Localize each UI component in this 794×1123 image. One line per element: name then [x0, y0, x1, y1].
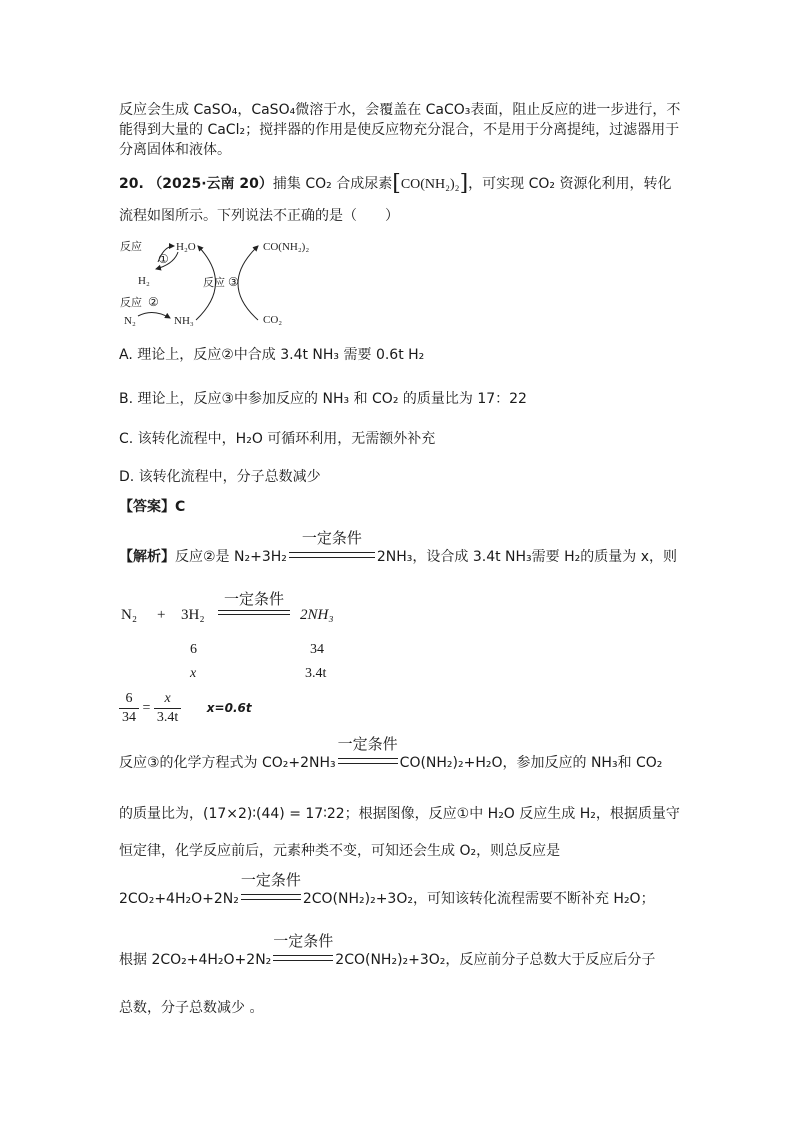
h2o-label: H₂O [176, 241, 196, 253]
fraction-1-den: 34 [122, 710, 136, 725]
urea-label: CO(NH₂)₂ [263, 241, 310, 253]
n2-label: N₂ [124, 315, 136, 327]
right-bracket: ] [459, 171, 469, 196]
eq-2nh3: 2NH₃ [300, 607, 334, 623]
var-h2: x [190, 666, 197, 681]
mass-nh3: 34 [310, 642, 324, 657]
analysis-text-6b: 2CO(NH₂)₂+3O₂，反应前分子总数大于反应后分子 [335, 952, 656, 968]
h2-label: H₂ [138, 275, 150, 287]
fraction-1-num: 6 [119, 690, 139, 709]
condition-text-5: 一定条件 [273, 932, 334, 950]
condition-sign-3 [336, 735, 400, 775]
analysis-line-6 [119, 932, 656, 972]
answer-value: C [175, 499, 186, 515]
condition-text-3: 一定条件 [337, 735, 398, 753]
arrow-to-nh3 [138, 312, 170, 318]
reaction-flow-diagram [118, 236, 318, 331]
intro-line-3: 分离固体和液体。 [119, 142, 231, 158]
eq-n2: N₂ [121, 607, 138, 623]
result-x: x=0.6t [206, 700, 252, 715]
analysis-text-2a: 反应③的化学方程式为 CO₂+2NH₃ [119, 755, 336, 771]
analysis-text-2b: CO(NH₂)₂+H₂O，参加反应的 NH₃和 CO₂ [399, 755, 663, 771]
question-stem-text-2: ，可实现 CO₂ 资源化利用，转化 [468, 176, 672, 192]
fraction-equals: = [142, 700, 151, 716]
analysis-text-6a: 根据 2CO₂+4H₂O+2N₂ [119, 952, 272, 968]
condition-sign-2 [218, 590, 290, 615]
arrow-co2-to-urea [238, 246, 258, 320]
condition-text-4: 一定条件 [240, 871, 301, 889]
r1-num: ① [158, 252, 169, 266]
fraction-1 [119, 690, 139, 727]
analysis-line-1 [119, 529, 677, 569]
question-source: （2025·云南 20） [148, 176, 273, 192]
fraction-2-num: x [154, 690, 181, 709]
proportion [119, 690, 252, 727]
eq-3h2: 3H₂ [181, 607, 205, 623]
analysis-text-1a: 反应②是 N₂+3H₂ [175, 549, 287, 565]
intro-line-1: 反应会生成 CaSO₄，CaSO₄微溶于水，会覆盖在 CaCO₃表面，阻止反应的进一步进行，不 [119, 102, 681, 118]
question-stem-line-2: 流程如图所示。下列说法不正确的是（ ） [119, 208, 399, 224]
option-d: D. 该转化流程中，分子总数减少 [119, 469, 321, 485]
condition-sign-5 [271, 932, 335, 972]
question-number: 20. [119, 176, 144, 192]
analysis-line-3: 的质量比为，(17×2)∶(44) = 17∶22；根据图像，反应①中 H₂O 反应生成 H₂，根据质量守 [119, 806, 680, 822]
r2-num: ② [148, 295, 159, 309]
option-a: A. 理论上，反应②中合成 3.4t NH₃ 需要 0.6t H₂ [119, 347, 425, 363]
condition-sign-1 [287, 529, 377, 569]
analysis-line-4: 恒定律，化学反应前后，元素种类不变，可知还会生成 O₂，则总反应是 [119, 843, 561, 859]
r3-label: 反应 [203, 276, 225, 289]
analysis-line-7: 总数，分子总数减少 。 [119, 1000, 264, 1016]
r1-label: 反应 [120, 240, 142, 253]
mass-h2: 6 [190, 642, 197, 657]
option-b: B. 理论上，反应③中参加反应的 NH₃ 和 CO₂ 的质量比为 17：22 [119, 391, 527, 407]
answer-line [119, 497, 185, 517]
fraction-2-den: 3.4t [156, 710, 179, 725]
option-c: C. 该转化流程中，H₂O 可循环利用，无需额外补充 [119, 431, 436, 447]
analysis-text-5b: 2CO(NH₂)₂+3O₂，可知该转化流程需要不断补充 H₂O； [302, 891, 655, 907]
eq-plus: + [157, 607, 166, 623]
intro-line-2: 能得到大量的 CaCl₂；搅拌器的作用是使反应物充分混合，不是用于分离提纯，过滤器用于 [119, 122, 680, 138]
urea-formula: CO(NH₂)₂ [400, 177, 460, 192]
condition-sign-4 [239, 871, 303, 911]
left-bracket: [ [392, 171, 401, 196]
analysis-text-5a: 2CO₂+4H₂O+2N₂ [119, 891, 239, 907]
co2-label: CO₂ [263, 314, 283, 326]
condition-text: 一定条件 [301, 529, 362, 547]
var-nh3: 3.4t [305, 666, 327, 681]
analysis-line-5 [119, 871, 655, 911]
analysis-label: 【解析】 [119, 549, 175, 565]
condition-text-2: 一定条件 [223, 590, 284, 608]
nh3-label: NH₃ [174, 315, 194, 327]
fraction-2 [154, 690, 181, 727]
analysis-text-1b: 2NH₃，设合成 3.4t NH₃需要 H₂的质量为 x，则 [376, 549, 677, 565]
r3-num: ③ [228, 275, 239, 289]
r2-label: 反应 [120, 296, 142, 309]
answer-label: 【答案】 [119, 499, 175, 515]
analysis-line-2 [119, 735, 663, 775]
question-stem-text-1: 捕集 CO₂ 合成尿素 [272, 176, 393, 192]
question-stem [119, 172, 671, 197]
